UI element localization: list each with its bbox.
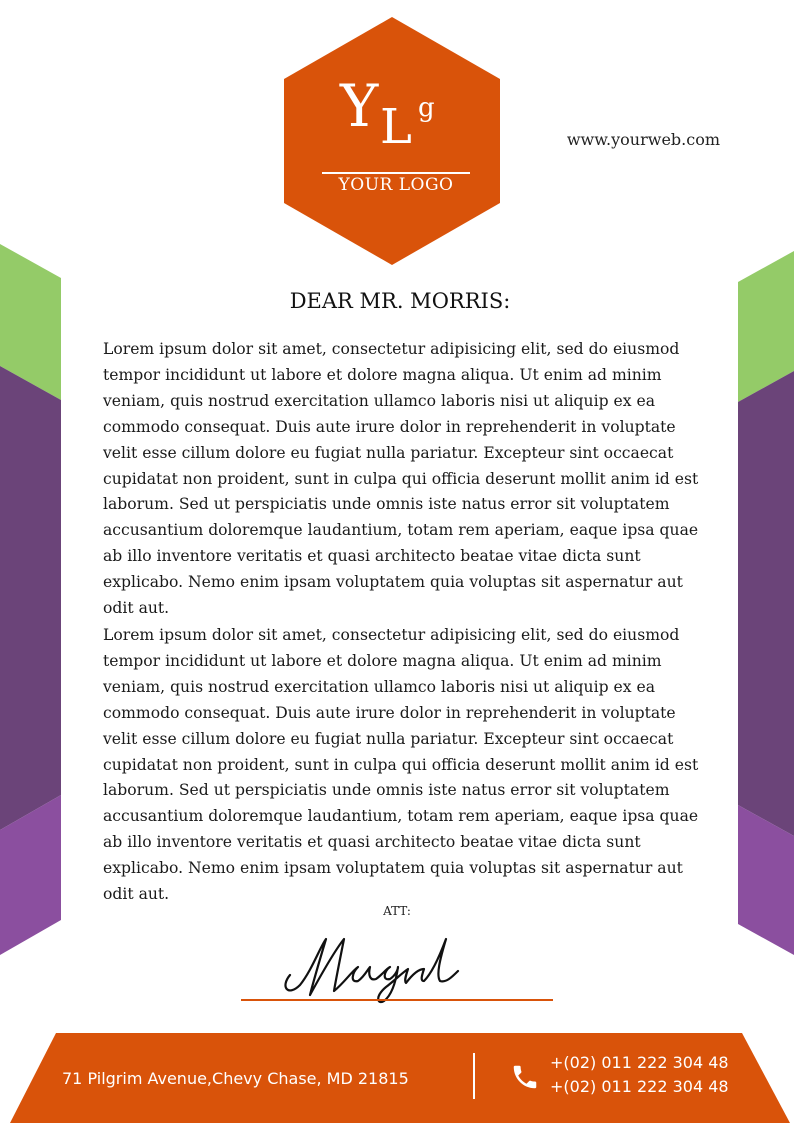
phone-icon xyxy=(510,1062,540,1092)
logo-letter-y: Y xyxy=(340,72,379,140)
footer-phones xyxy=(550,1051,729,1099)
logo-text: YOUR LOGO xyxy=(338,175,454,195)
letter-greeting: DEAR MR. MORRIS: xyxy=(289,289,511,313)
phone-number: +(02) 011 222 304 48 xyxy=(550,1053,729,1072)
website-url: www.yourweb.com xyxy=(566,130,720,149)
body-paragraph: Lorem ipsum dolor sit amet, consectetur adipisicing elit, sed do eiusmod tempor incididunt ut labore et dolore magna aliqua. Ut enim ad minim veniam, quis nostrud exercitation ullamco laboris nisi ut aliquip ex ea commodo consequat. Duis aute irure dolor in reprehenderit in voluptate velit esse cillum dolore eu fugiat nulla pariatur. Excepteur sint occaecat cupidatat non proident, sunt in culpa qui officia deserunt mollit anim id est laborum. Sed ut perspiciatis unde omnis iste natus error sit voluptatem accusantium doloremque laudantium, totam rem aperiam, eaque ipsa quae ab illo inventore veritatis et quasi architecto beatae vitae dicta sunt explicabo. Nemo enim ipsam voluptatem quia voluptas sit aspernatur aut odit aut. xyxy=(103,626,699,904)
footer-address: 71 Pilgrim Avenue,Chevy Chase, MD 21815 xyxy=(62,1069,409,1088)
footer-divider xyxy=(473,1053,475,1099)
logo-letter-g: g xyxy=(418,93,435,123)
logo-letter-l: L xyxy=(380,99,412,155)
att-label: ATT: xyxy=(383,904,411,918)
body-paragraph: Lorem ipsum dolor sit amet, consectetur adipisicing elit, sed do eiusmod tempor incididunt ut labore et dolore magna aliqua. Ut enim ad minim veniam, quis nostrud exercitation ullamco laboris nisi ut aliquip ex ea commodo consequat. Duis aute irure dolor in reprehenderit in voluptate velit esse cillum dolore eu fugiat nulla pariatur. Excepteur sint occaecat cupidatat non proident, sunt in culpa qui officia deserunt mollit anim id est laborum. Sed ut perspiciatis unde omnis iste natus error sit voluptatem accusantium doloremque laudantium, totam rem aperiam, eaque ipsa quae ab illo inventore veritatis et quasi architecto beatae vitae dicta sunt explicabo. Nemo enim ipsam voluptatem quia voluptas sit aspernatur aut odit aut. xyxy=(103,340,699,618)
phone-number: +(02) 011 222 304 48 xyxy=(550,1077,729,1096)
